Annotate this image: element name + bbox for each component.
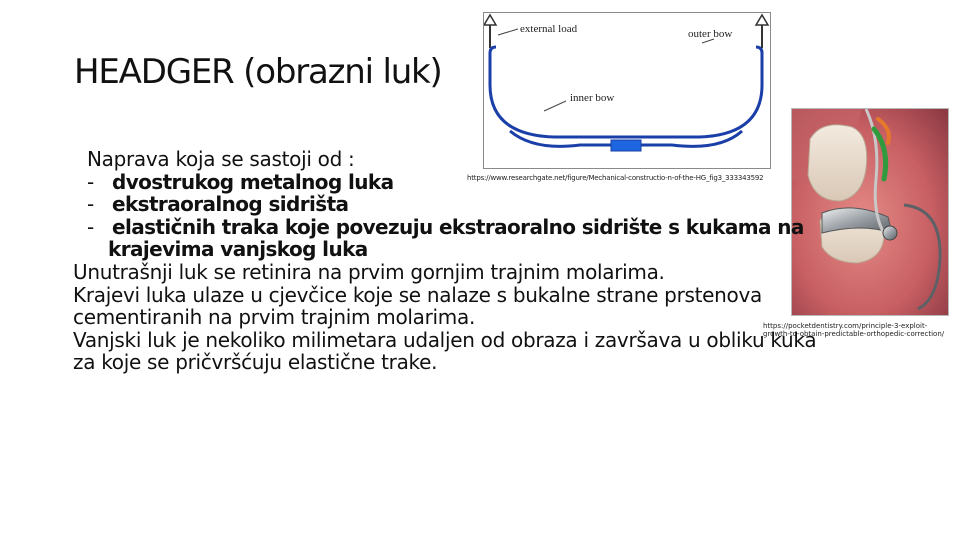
list-item-text: dvostrukog metalnog luka [112,169,394,194]
slide-title: HEADGER (obrazni luk) [74,52,442,92]
list-item-text: ekstraoralnog sidrišta [112,192,349,217]
paragraph-outer-bow-line2: za koje se pričvršćuju elastične trake. [73,350,438,375]
outer-bow-label: outer bow [688,28,733,40]
list-item [73,216,816,239]
left-arrowhead [484,15,496,25]
list-dash: - [87,192,94,217]
list-dash: - [87,214,94,239]
paragraph-retention: Unutrašnji luk se retinira na prvim gornjim trajnim molarima. [73,259,665,284]
photo-source-url[interactable]: https://pocketdentistry.com/principle-3-exploit-growth-to-obtain-predictable-orthopedic-correction/ [763,322,945,338]
list-continuation: krajevima vanjskog luka [108,237,368,262]
external-load-label: external load [520,23,578,35]
slide-body [73,148,816,374]
list-item-text: elastičnih traka koje povezuju ekstraoralno sidrište s kukama na [112,214,804,239]
external-load-leader [498,29,518,35]
list-dash: - [87,169,94,194]
paragraph-ends-line1: Krajevi luka ulaze u cjevčice koje se nalaze s bukalne strane prstenova [73,282,762,307]
headgear-diagram [483,12,771,169]
list-item [73,193,816,216]
right-arrowhead [756,15,768,25]
headgear-diagram-svg [484,13,770,168]
intro-line: Naprava koja se sastoji od : [87,147,355,171]
paragraph-ends-line2: cementiranih na prvim trajnim molarima. [73,305,476,330]
photo-tooth-upper [808,125,867,201]
photo-tube [883,226,897,240]
paragraph-outer-bow-line1: Vanjski luk je nekoliko milimetara udaljen od obraza i završava u obliku kuka [73,327,817,352]
inner-bow-leader [544,101,566,111]
outer-bow-line [490,53,762,137]
diagram-source-url[interactable]: https://www.researchgate.net/figure/Mechanical-constructio-n-of-the-HG_fig3_333343592 [467,174,764,182]
inner-bow-label: inner bow [570,92,615,104]
list-item [73,171,816,194]
